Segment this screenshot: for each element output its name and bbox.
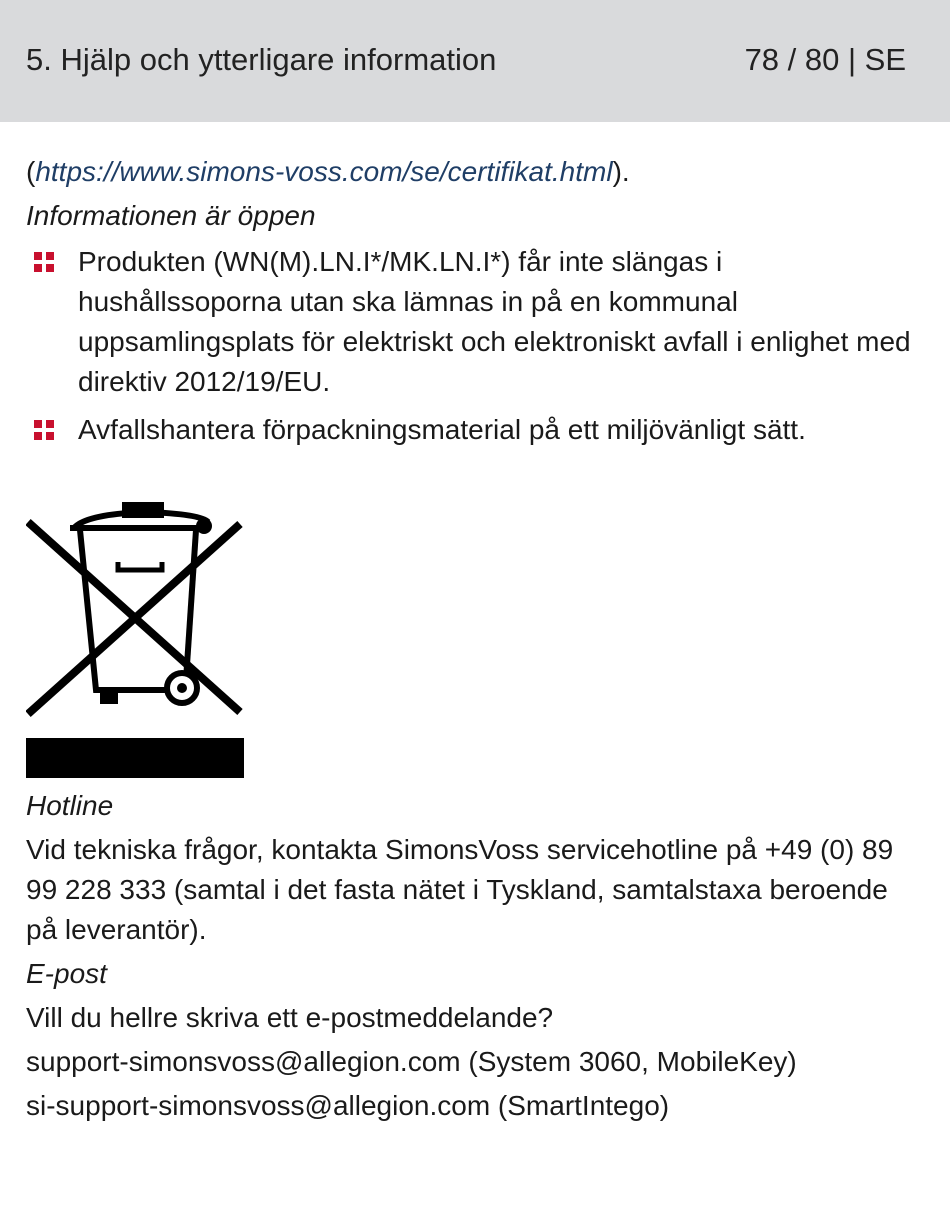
section-title: 5. Hjälp och ytterligare information	[26, 42, 497, 77]
certificate-line	[26, 152, 916, 196]
disposal-list	[26, 242, 916, 450]
certificate-link[interactable]: https://www.simons-voss.com/se/certifikat.html	[35, 156, 613, 187]
bullet-icon	[34, 420, 54, 440]
hotline-text: Vid tekniska frågor, kontakta SimonsVoss servicehotline på +49 (0) 89 99 228 333 (samtal i det fasta nätet i Tyskland, samtalstaxa beroende på leverantör).	[26, 834, 894, 945]
email-heading: E-post	[26, 958, 107, 989]
page-number: 78 / 80 | SE	[744, 42, 906, 77]
bullet-icon	[34, 252, 54, 272]
support-email-1[interactable]: support-simonsvoss@allegion.com (System 3060, MobileKey)	[26, 1046, 797, 1077]
support-email-2[interactable]: si-support-simonsvoss@allegion.com (SmartIntego)	[26, 1090, 670, 1121]
list-item	[26, 410, 916, 450]
list-item-text: Avfallshantera förpackningsmaterial på ett miljövänligt sätt.	[78, 414, 806, 445]
crossed-out-wheelie-bin-icon	[26, 500, 244, 778]
list-item	[26, 242, 916, 402]
page-header	[0, 0, 950, 122]
hotline-heading: Hotline	[26, 790, 114, 821]
main-content	[26, 152, 916, 458]
email-question: Vill du hellre skriva ett e-postmeddelande?	[26, 1002, 554, 1033]
contact-section	[26, 786, 926, 1130]
info-heading: Informationen är öppen	[26, 200, 316, 231]
close-paren: ).	[612, 156, 630, 187]
list-item-text: Produkten (WN(M).LN.I*/MK.LN.I*) får inte slängas i hushållssoporna utan ska lämnas in på en kommunal uppsamlingsplats för elektriskt och elektroniskt avfall i enlighet med direktiv 2012/19/EU.	[78, 246, 911, 397]
open-paren: (	[26, 156, 36, 187]
